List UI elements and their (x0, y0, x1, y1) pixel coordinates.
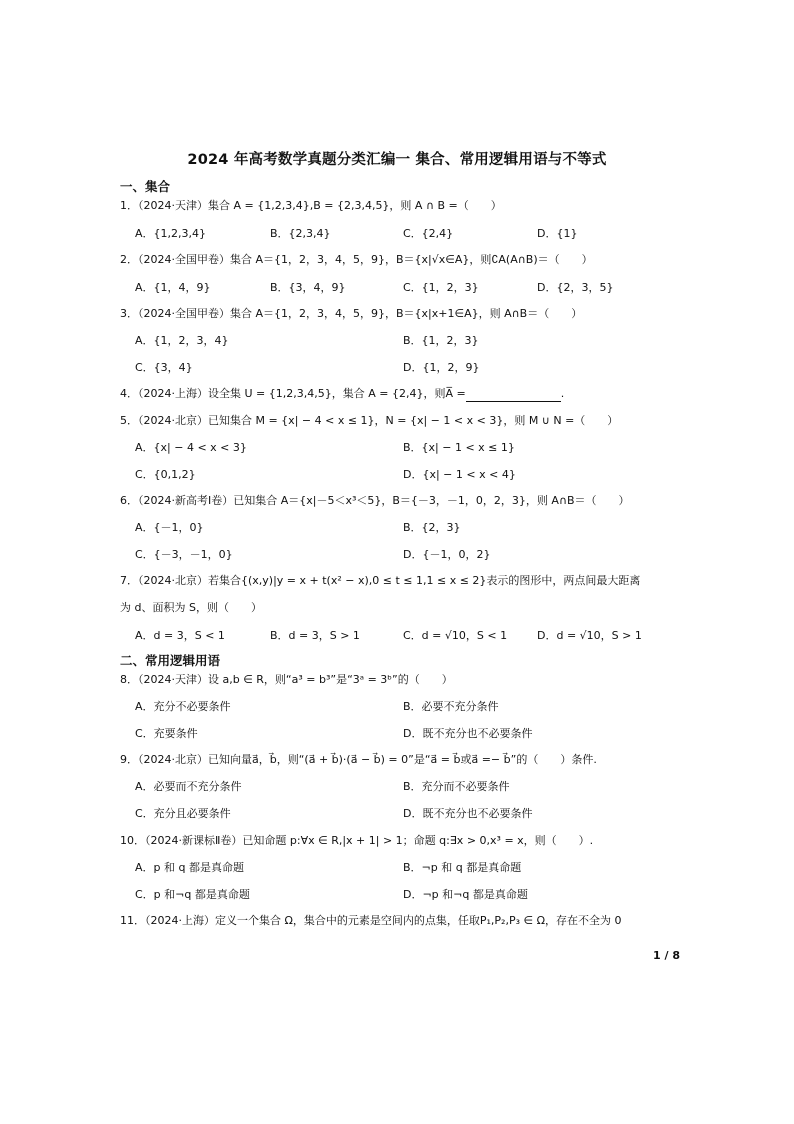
question-8: 8．（2024·天津）设 a,b ∈ R，则“a³ = b³”是“3ᵃ = 3ᵇ”的（ ） (120, 673, 453, 686)
q2-option-d: D．{2，3，5} (537, 281, 614, 294)
q2-option-c: C．{1，2，3} (403, 281, 479, 294)
q7-option-c: C．d = √10，S < 1 (403, 629, 508, 642)
question-11: 11．（2024·上海）定义一个集合 Ω，集合中的元素是空间内的点集，任取P₁,P₂,P₃ ∈ Ω，存在不全为 0 (120, 914, 622, 927)
question-4 (120, 386, 660, 402)
q10-option-a: A．p 和 q 都是真命题 (135, 861, 244, 874)
q1-option-b: B．{2,3,4} (270, 227, 331, 240)
question-9: 9．（2024·北京）已知向量a⃗，b⃗，则“(a⃗ + b⃗)·(a⃗ − b⃗) = 0”是“a⃗ = b⃗或a⃗ =− b⃗”的（ ）条件. (120, 753, 597, 766)
question-3: 3．（2024·全国甲卷）集合 A＝{1，2，3，4，5，9}，B＝{x|x+1∈A}，则 A∩B＝（ ） (120, 307, 583, 320)
section-heading-sets: 一、集合 (120, 179, 171, 194)
q7-option-a: A．d = 3，S < 1 (135, 629, 225, 642)
q6-option-c: C．{－3，－1，0} (135, 548, 233, 561)
q6-option-a: A．{－1，0} (135, 521, 204, 534)
q7-option-d: D．d = √10，S > 1 (537, 629, 642, 642)
q2-option-b: B．{3，4，9} (270, 281, 346, 294)
q9-option-a: A．必要而不充分条件 (135, 780, 242, 793)
section-heading-logic: 二、常用逻辑用语 (120, 653, 221, 668)
q10-option-c: C．p 和¬q 都是真命题 (135, 888, 250, 901)
q4-period: . (560, 387, 565, 400)
page-number: 1 / 8 (653, 949, 680, 962)
question-7-line-1: 7．（2024·北京）若集合{(x,y)|y = x + t(x² − x),0 ≤ t ≤ 1,1 ≤ x ≤ 2}表示的图形中，两点间最大距离 (120, 574, 641, 587)
q5-option-a: A．{x| − 4 < x < 3} (135, 441, 247, 454)
page-title: 2024 年高考数学真题分类汇编一 集合、常用逻辑用语与不等式 (187, 152, 607, 168)
question-1: 1．（2024·天津）集合 A = {1,2,3,4},B = {2,3,4,5}，则 A ∩ B =（ ） (120, 199, 502, 212)
q1-option-c: C．{2,4} (403, 227, 454, 240)
q4-text: 4．（2024·上海）设全集 U = {1,2,3,4,5}，集合 A = {2,4}，则A̅ = (120, 387, 466, 400)
q5-option-d: D．{x| − 1 < x < 4} (403, 468, 516, 481)
q1-option-a: A．{1,2,3,4} (135, 227, 207, 240)
q8-option-d: D．既不充分也不必要条件 (403, 727, 533, 740)
q1-option-d: D．{1} (537, 227, 578, 240)
q8-option-c: C．充要条件 (135, 727, 198, 740)
q3-option-b: B．{1，2，3} (403, 334, 479, 347)
q3-option-a: A．{1，2，3，4} (135, 334, 229, 347)
q7-option-b: B．d = 3，S > 1 (270, 629, 360, 642)
q9-option-d: D．既不充分也不必要条件 (403, 807, 533, 820)
question-5: 5．（2024·北京）已知集合 M = {x| − 4 < x ≤ 1}，N = {x| − 1 < x < 3}，则 M ∪ N =（ ） (120, 414, 619, 427)
q3-option-c: C．{3，4} (135, 361, 193, 374)
q2-option-a: A．{1，4，9} (135, 281, 211, 294)
q9-option-b: B．充分而不必要条件 (403, 780, 510, 793)
q5-option-b: B．{x| − 1 < x ≤ 1} (403, 441, 515, 454)
q8-option-a: A．充分不必要条件 (135, 700, 231, 713)
q6-option-d: D．{－1，0，2} (403, 548, 491, 561)
q3-option-d: D．{1，2，9} (403, 361, 480, 374)
q6-option-b: B．{2，3} (403, 521, 461, 534)
q10-option-b: B．¬p 和 q 都是真命题 (403, 861, 522, 874)
q10-option-d: D．¬p 和¬q 都是真命题 (403, 888, 528, 901)
question-6: 6．（2024·新高考Ⅰ卷）已知集合 A＝{x|－5＜x³＜5}，B＝{－3，－1，0，2，3}，则 A∩B＝（ ） (120, 494, 630, 507)
question-2: 2．（2024·全国甲卷）集合 A＝{1，2，3，4，5，9}，B＝{x|√x∈A}，则∁A(A∩B)＝（ ） (120, 253, 593, 266)
q8-option-b: B．必要不充分条件 (403, 700, 499, 713)
q4-answer-blank[interactable] (466, 389, 561, 402)
q9-option-c: C．充分且必要条件 (135, 807, 231, 820)
question-10: 10．（2024·新课标Ⅱ卷）已知命题 p:∀x ∈ R,|x + 1| > 1；命题 q:∃x > 0,x³ = x，则（ ）. (120, 834, 594, 847)
question-7-line-2: 为 d、面积为 S，则（ ） (120, 601, 262, 614)
q5-option-c: C．{0,1,2} (135, 468, 196, 481)
